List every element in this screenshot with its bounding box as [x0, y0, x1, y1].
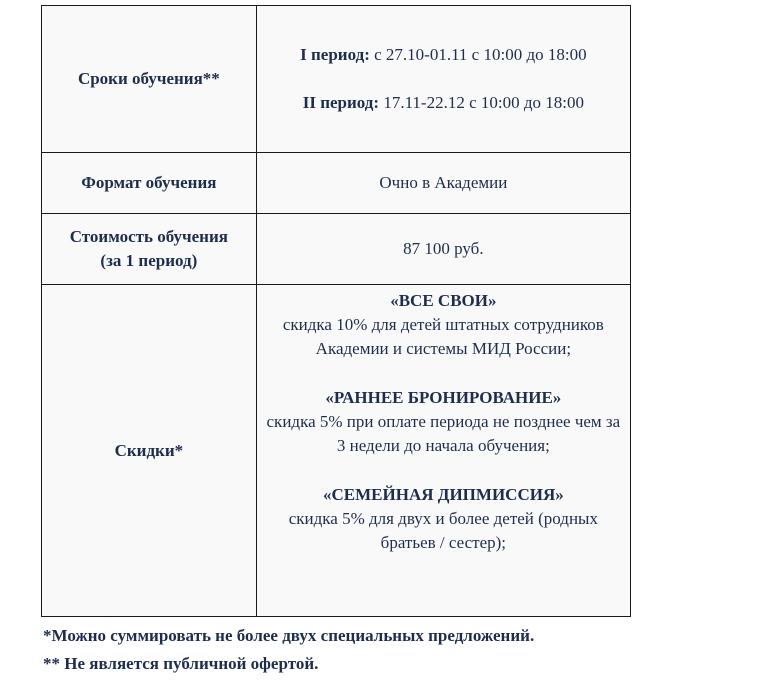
discounts-label: Скидки*: [114, 440, 184, 460]
table-row-dates: [42, 6, 631, 153]
period-1-text: с 27.10-01.11 с 10:00 до 18:00: [369, 45, 587, 64]
footnotes: [43, 622, 534, 678]
discounts-label-cell: [42, 285, 257, 617]
dates-value-cell: [256, 6, 630, 153]
cost-label-cell: [42, 214, 257, 285]
discount-item-all-own: [263, 289, 624, 361]
format-label-cell: [42, 153, 257, 214]
period-1-label: I период:: [300, 45, 370, 64]
discount-title: «ВСЕ СВОИ»: [390, 291, 497, 310]
discount-item-family: [263, 483, 624, 555]
discount-description: скидка 10% для детей штатных сотрудников Академии и системы МИД России;: [282, 315, 604, 358]
discount-title: «СЕМЕЙНАЯ ДИПМИССИЯ»: [323, 485, 564, 504]
format-label: Формат обучения: [81, 173, 217, 192]
cost-value-cell: [256, 214, 630, 285]
discount-description: скидка 5% для двух и более детей (родных братьев / сестер);: [288, 509, 598, 552]
table-row-cost: [42, 214, 631, 285]
dates-label: Сроки обучения**: [77, 69, 220, 88]
footnote-combine: *Можно суммировать не более двух специальных предложений.: [43, 626, 535, 645]
course-info-table: [41, 5, 631, 617]
dates-label-cell: [42, 6, 257, 153]
period-1: [263, 43, 624, 67]
discounts-value-cell: [256, 285, 630, 617]
discounts-list: [263, 285, 624, 555]
format-value: Очно в Академии: [379, 173, 508, 192]
discount-description: скидка 5% при оплате периода не позднее чем за 3 недели до начала обучения;: [266, 412, 621, 455]
period-2-text: 17.11-22.12 с 10:00 до 18:00: [379, 93, 584, 112]
footnote-not-offer: ** Не является публичной офертой.: [43, 654, 319, 673]
cost-label-line-1: Стоимость обучения: [69, 227, 228, 246]
period-2-label: II период:: [302, 93, 380, 112]
discount-item-early-booking: [263, 386, 624, 458]
cost-label-line-2: (за 1 период): [100, 251, 198, 270]
period-2: [263, 91, 624, 115]
table-row-discounts: [42, 285, 631, 617]
format-value-cell: [256, 153, 630, 214]
cost-value: 87 100 руб.: [403, 239, 484, 258]
discount-title: «РАННЕЕ БРОНИРОВАНИЕ»: [325, 388, 562, 407]
table-row-format: [42, 153, 631, 214]
